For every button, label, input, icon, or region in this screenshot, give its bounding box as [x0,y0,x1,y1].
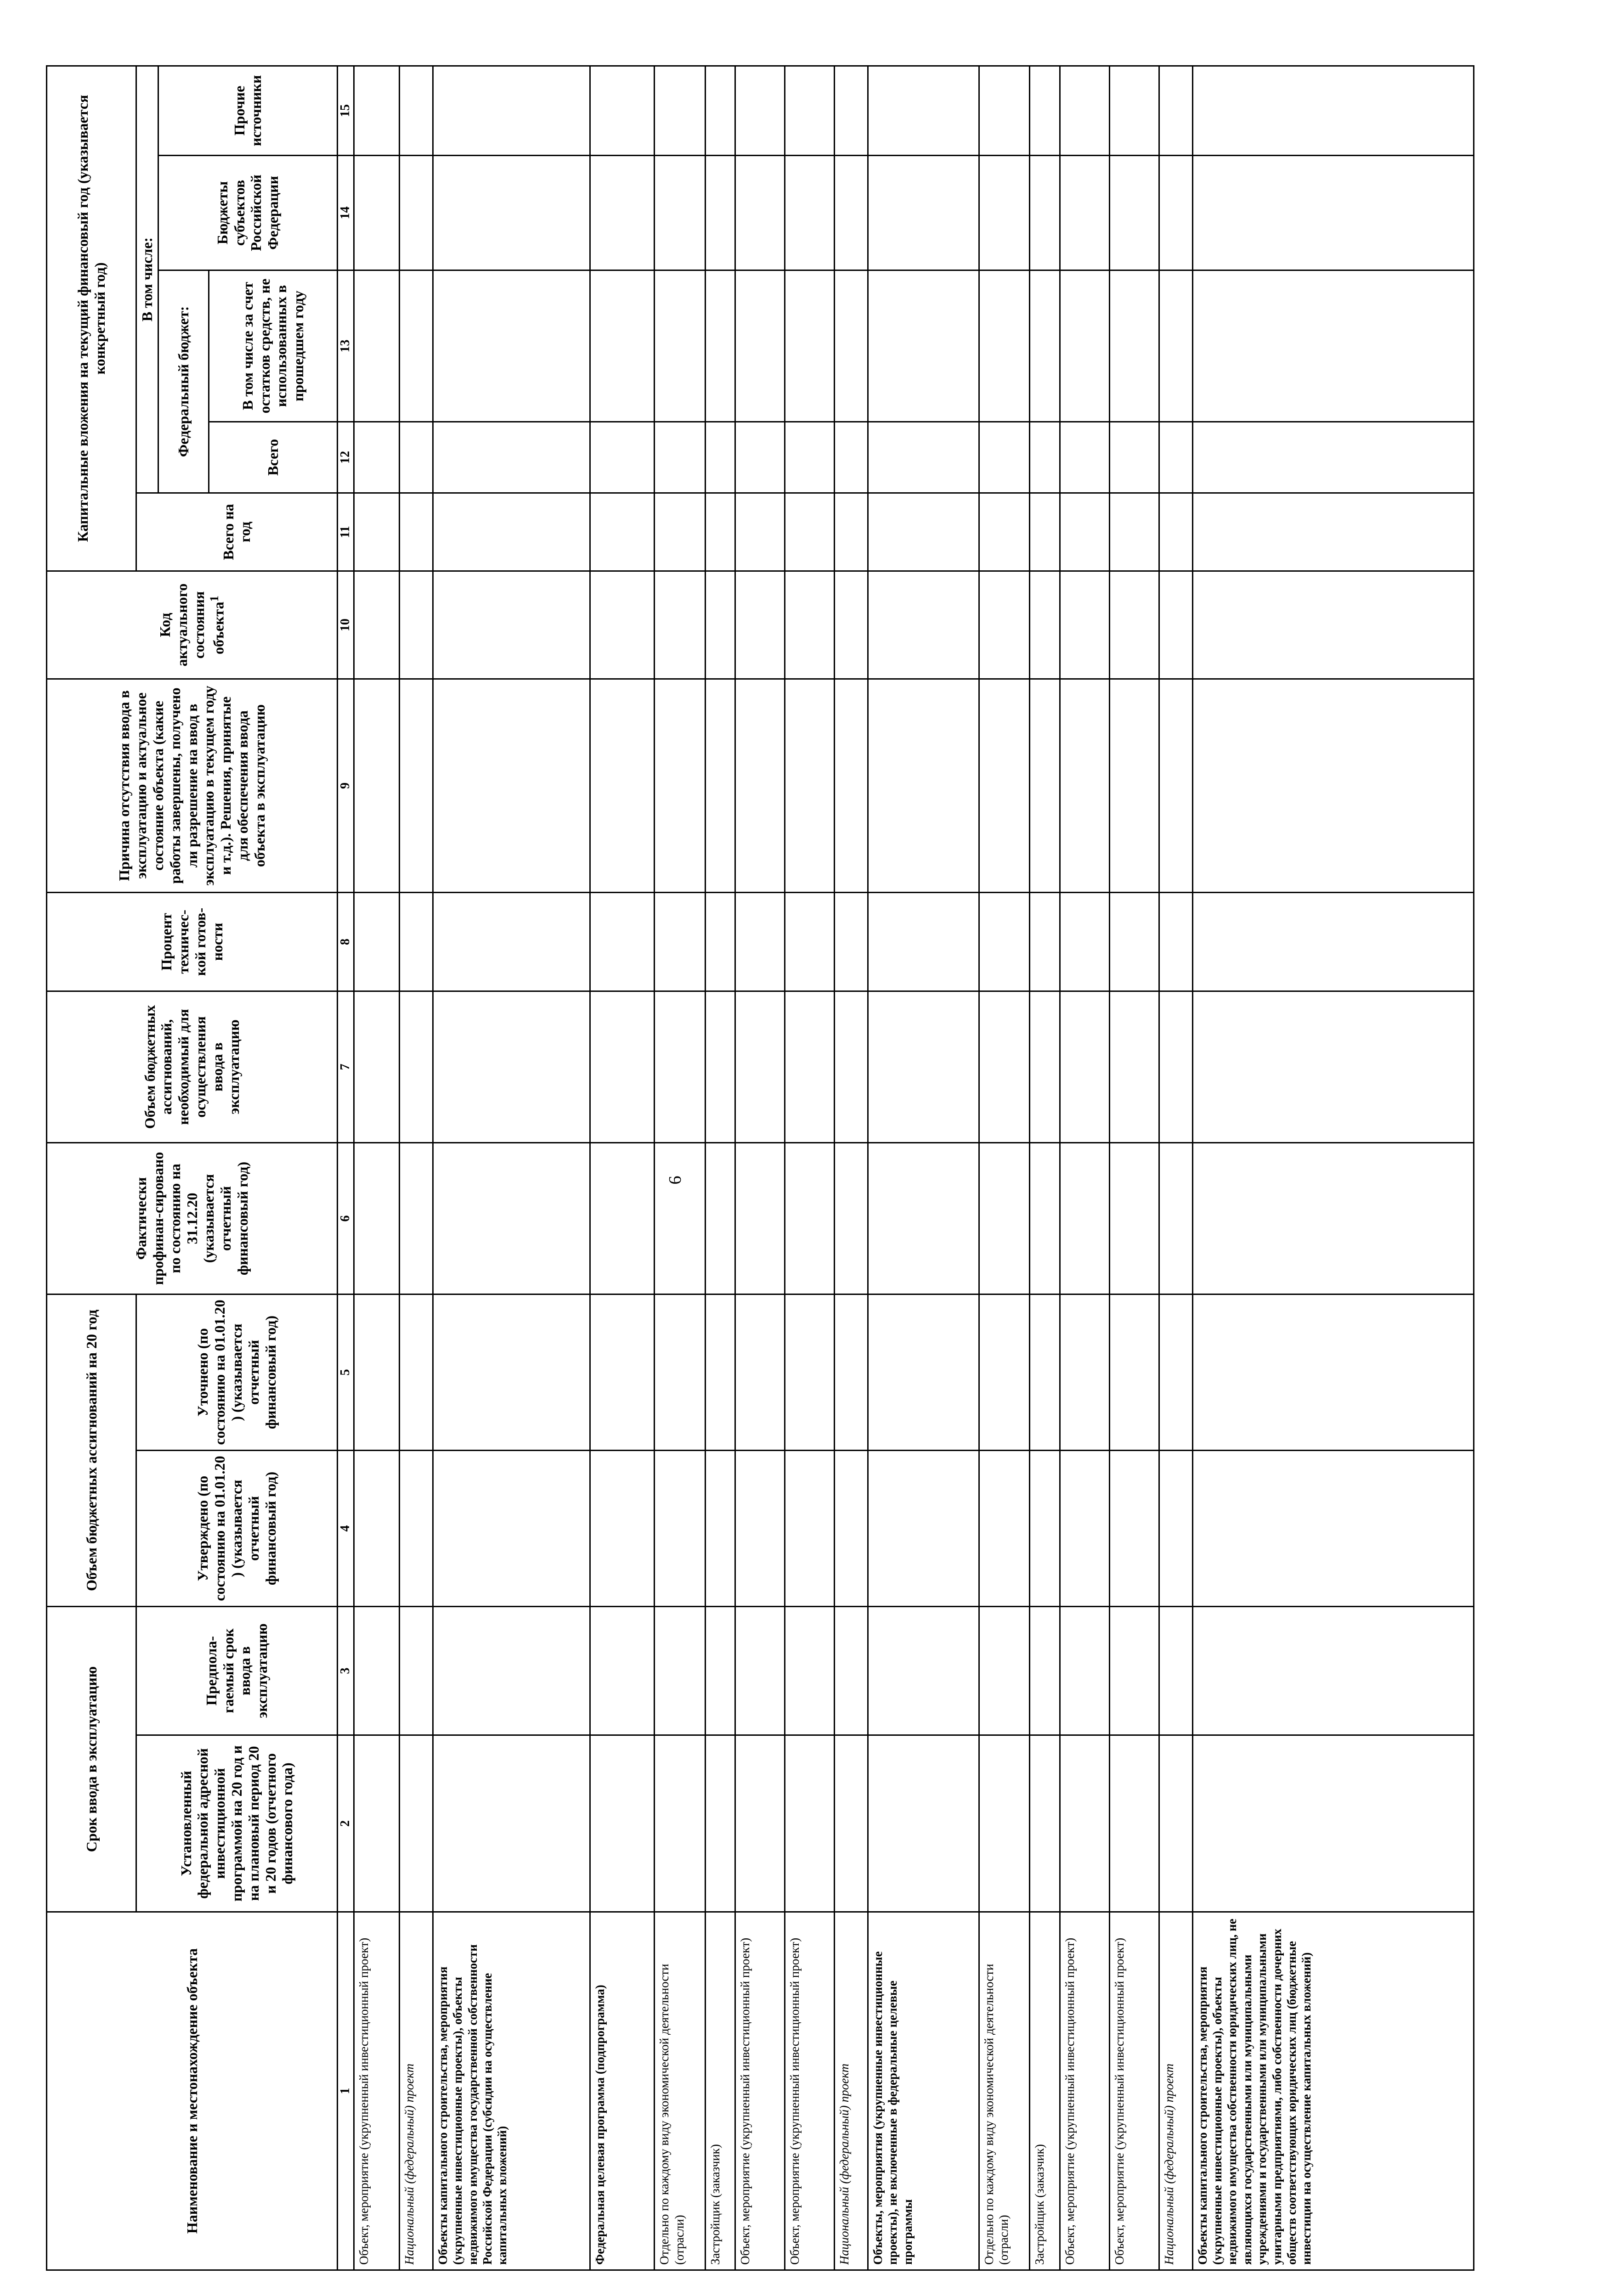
table-cell [354,155,399,270]
table-cell [1030,1606,1060,1735]
table-cell [735,493,785,571]
table-cell [705,679,735,892]
table-cell [1159,422,1192,493]
table-cell [735,571,785,679]
column-number: 10 [337,571,354,679]
table-cell [705,270,735,422]
table-cell [590,679,655,892]
table-cell [590,66,655,155]
table-cell [433,270,590,422]
table-cell [655,679,705,892]
table-cell [1192,422,1474,493]
table-cell [655,1142,705,1294]
table-cell [1192,1142,1474,1294]
table-cell [433,1735,590,1912]
row-label: Застройщик (заказчик) [1030,1912,1060,2270]
table-cell [590,1294,655,1450]
header-including: В том числе: [136,66,158,493]
header-federal-group: Федеральный бюджет: [158,270,209,493]
header-name: Наименование и местонахождение объекта [47,1912,338,2270]
table-cell [399,493,433,571]
table-cell [1192,1606,1474,1735]
table-cell [433,1606,590,1735]
table-cell [1159,571,1192,679]
row-label: Объекты капитального строительства, мероприятия (укрупненные инвестиционные проекты), объекты недвижимого имущества государственной собственности Российской Федерации (субсидии на осуществление капитальных вложений) [433,1912,590,2270]
table-cell [1109,1142,1159,1294]
table-cell [868,1735,979,1912]
table-cell [705,1735,735,1912]
table-cell [1159,1142,1192,1294]
header-budget-refined: Уточнено (по состоянию на 01.01.20 ) (указывается отчетный финансовый год) [136,1294,338,1450]
header-required-volume: Объем бюджетных ассигнований, необходимый для осуществления ввода в эксплуатацию [47,991,338,1142]
table-cell [655,571,705,679]
table-cell [1109,155,1159,270]
table-cell [979,679,1029,892]
table-cell [1159,1606,1192,1735]
table-cell [868,679,979,892]
table-cell [399,1450,433,1606]
table-cell [399,1142,433,1294]
header-regional: Бюджеты субъектов Российской Федерации [158,155,337,270]
column-number: 12 [337,422,354,493]
footnote-marker: 1 [207,596,221,602]
table-cell [354,892,399,991]
table-cell [835,679,868,892]
table-cell [1060,1606,1110,1735]
row-label: Объект, мероприятие (укрупненный инвестиционный проект) [1060,1912,1110,2270]
table-cell [1060,1142,1110,1294]
row-label: Объекты, мероприятия (укрупненные инвестиционные проекты), не включенные в федеральные целевые программы [868,1912,979,2270]
table-cell [835,66,868,155]
table-cell [735,1294,785,1450]
row-label: Объект, мероприятие (укрупненный инвестиционный проект) [785,1912,835,2270]
table-cell [1060,991,1110,1142]
column-number: 7 [337,991,354,1142]
table-cell [1030,66,1060,155]
header-federal-total: Всего [209,422,337,493]
table-cell [590,1142,655,1294]
table-cell [735,66,785,155]
column-number: 3 [337,1606,354,1735]
table-body [354,66,1474,2270]
table-cell [735,422,785,493]
table-cell [1192,66,1474,155]
table-cell [1060,1294,1110,1450]
table-cell [433,679,590,892]
table-cell [1060,155,1110,270]
table-cell [399,1735,433,1912]
table-cell [1109,270,1159,422]
table-cell [399,571,433,679]
table-cell [735,991,785,1142]
table-cell [835,892,868,991]
table-cell [433,422,590,493]
table-cell [735,1606,785,1735]
table-cell [835,1450,868,1606]
table-row [1030,66,1060,2270]
table-cell [433,991,590,1142]
row-label: Федеральная целевая программа (подпрограмма) [590,1912,655,2270]
table-cell [590,422,655,493]
table-cell [1060,1735,1110,1912]
table-cell [735,1142,785,1294]
table-cell [979,422,1029,493]
table-cell [735,892,785,991]
table-cell [590,155,655,270]
table-cell [354,66,399,155]
table-cell [979,991,1029,1142]
table-cell [655,155,705,270]
row-label: Национальный (федеральный) проект [835,1912,868,2270]
table-row [1192,66,1474,2270]
table-cell [1192,270,1474,422]
table-cell [1159,991,1192,1142]
table-cell [1030,155,1060,270]
table-cell [399,1606,433,1735]
table-cell [785,1735,835,1912]
table-cell [1192,679,1474,892]
header-commission-group: Срок ввода в эксплуатацию [47,1606,136,1912]
header-status-code [47,571,338,679]
table-cell [354,991,399,1142]
column-number: 1 [337,1912,354,2270]
row-label: Национальный (федеральный) проект [399,1912,433,2270]
table-cell [655,1450,705,1606]
table-cell [1109,1294,1159,1450]
table-cell [433,493,590,571]
table-cell [785,991,835,1142]
table-cell [705,571,735,679]
table-cell [835,1142,868,1294]
table-cell [868,991,979,1142]
table-cell [1109,66,1159,155]
table-cell [735,679,785,892]
row-label: Национальный (федеральный) проект [1159,1912,1192,2270]
table-cell [1030,1735,1060,1912]
column-number: 5 [337,1294,354,1450]
table-row [655,66,705,2270]
row-label: Отдельно по каждому виду экономической деятельности (отрасли) [655,1912,705,2270]
header-capital-total: Всего на год [136,493,338,571]
table-cell [1159,1294,1192,1450]
table-cell [1030,270,1060,422]
table-cell [785,155,835,270]
table-cell [1159,1450,1192,1606]
header-commission-expected: Предпола-гаемый срок ввода в эксплуатацию [136,1606,338,1735]
table-cell [399,422,433,493]
table-cell [868,270,979,422]
table-cell [735,155,785,270]
column-number: 4 [337,1450,354,1606]
column-number: 8 [337,892,354,991]
table-cell [868,892,979,991]
table-row [705,66,735,2270]
table-cell [399,991,433,1142]
table-cell [785,1606,835,1735]
table-cell [1030,679,1060,892]
header-budget-group: Объем бюджетных ассигнований на 20 год [47,1294,136,1606]
table-cell [1159,892,1192,991]
column-number: 11 [337,493,354,571]
table-cell [785,1142,835,1294]
header-federal-unused: В том числе за счет остатков средств, не использованных в прошедшем году [209,270,337,422]
table-cell [1192,1735,1474,1912]
table-cell [590,1450,655,1606]
table-cell [868,66,979,155]
table-cell [785,892,835,991]
table-cell [1109,571,1159,679]
table-cell [868,155,979,270]
table-cell [705,1294,735,1450]
table-row [835,66,868,2270]
table-cell [655,270,705,422]
table-cell [354,679,399,892]
table-cell [1109,1450,1159,1606]
table-cell [354,1142,399,1294]
row-label: Объекты капитального строительства, мероприятия (укрупненные инвестиционные проекты), объекты недвижимого имущества собственности юридических лиц, не являющихся государственными или муниципальными учреждениями и государственными или муниципальными унитарными предприятиями, либо собственности дочерних обществ соответствующих юридических лиц (бюджетные инвестиции на осуществление капитальных вложений) [1192,1912,1474,2270]
table-cell [399,1294,433,1450]
row-label: Застройщик (заказчик) [705,1912,735,2270]
table-cell [590,1606,655,1735]
table-cell [1192,1294,1474,1450]
table-cell [979,66,1029,155]
table-cell [705,155,735,270]
table-cell [979,155,1029,270]
header-reason: Причина отсутствия ввода в эксплуатацию и актуальное состояние объекта (какие работы завершены, получено ли разрешение на ввод в эксплуатацию в текущем году и т.д.). Решения, принятые для обеспечения ввода объекта в эксплуатацию [47,679,338,892]
table-cell [655,493,705,571]
column-numbers-row [337,66,354,2270]
table-cell [1060,679,1110,892]
table-cell [433,1450,590,1606]
table-cell [835,422,868,493]
table-cell [835,1606,868,1735]
table-cell [1030,493,1060,571]
table-cell [655,66,705,155]
table-cell [1192,571,1474,679]
page-number: 6 [666,1176,685,1185]
table-cell [868,1450,979,1606]
table-row [1159,66,1192,2270]
table-row [979,66,1029,2270]
table-cell [1109,1735,1159,1912]
rotated-table-area [46,67,1474,2271]
table-cell [590,493,655,571]
table-cell [1192,1450,1474,1606]
table-cell [835,991,868,1142]
table-cell [979,1450,1029,1606]
table-cell [399,66,433,155]
table-cell [705,1450,735,1606]
table-cell [1109,892,1159,991]
table-cell [868,493,979,571]
table-cell [354,1450,399,1606]
row-label: Объект, мероприятие (укрупненный инвестиционный проект) [354,1912,399,2270]
table-cell [655,991,705,1142]
table-cell [354,1735,399,1912]
table-cell [868,1294,979,1450]
table-cell [835,155,868,270]
table-cell [705,493,735,571]
table-cell [868,1142,979,1294]
table-cell [433,66,590,155]
table-cell [1109,493,1159,571]
table-cell [433,1294,590,1450]
table-cell [1109,991,1159,1142]
table-cell [1159,270,1192,422]
table-row [1060,66,1110,2270]
table-row [590,66,655,2270]
table-cell [590,991,655,1142]
table-cell [1192,155,1474,270]
capital-investment-table [46,65,1474,2271]
table-cell [655,1735,705,1912]
column-number: 2 [337,1735,354,1912]
table-cell [354,1294,399,1450]
table-cell [354,422,399,493]
table-cell [1159,66,1192,155]
table-cell [705,66,735,155]
table-cell [705,1142,735,1294]
table-cell [1192,991,1474,1142]
table-cell [979,1142,1029,1294]
table-cell [1030,991,1060,1142]
column-number: 6 [337,1142,354,1294]
header-other: Прочие источники [158,66,337,155]
header-actual-financed: Фактически профинан-сировано по состоянию на 31.12.20 (указывается отчетный финансовый год) [47,1142,338,1294]
table-row [785,66,835,2270]
table-row [399,66,433,2270]
table-cell [1030,1294,1060,1450]
table-cell [1060,270,1110,422]
table-cell [1159,493,1192,571]
row-label: Объект, мероприятие (укрупненный инвестиционный проект) [735,1912,785,2270]
table-cell [1060,66,1110,155]
table-cell [590,571,655,679]
table-cell [590,1735,655,1912]
table-cell [785,493,835,571]
table-cell [785,270,835,422]
table-row [868,66,979,2270]
table-cell [979,571,1029,679]
table-cell [979,1294,1029,1450]
column-number: 15 [337,66,354,155]
table-cell [1192,892,1474,991]
table-cell [705,422,735,493]
table-cell [433,571,590,679]
table-cell [1109,679,1159,892]
table-cell [399,155,433,270]
table-cell [785,1450,835,1606]
row-label: Отдельно по каждому виду экономической деятельности (отрасли) [979,1912,1029,2270]
table-cell [433,892,590,991]
table-cell [1030,571,1060,679]
table-cell [705,991,735,1142]
table-cell [868,1606,979,1735]
table-cell [1109,422,1159,493]
table-cell [979,493,1029,571]
header-budget-approved: Утверждено (по состоянию на 01.01.20 ) (указывается отчетный финансовый год) [136,1450,338,1606]
column-number: 14 [337,155,354,270]
table-cell [399,892,433,991]
table-cell [399,270,433,422]
row-label: Объект, мероприятие (укрупненный инвестиционный проект) [1109,1912,1159,2270]
table-cell [1060,1450,1110,1606]
table-cell [835,1294,868,1450]
table-cell [979,1735,1029,1912]
table-cell [655,892,705,991]
table-cell [705,1606,735,1735]
table-row [735,66,785,2270]
table-cell [433,1142,590,1294]
table-cell [1030,1142,1060,1294]
table-cell [1060,422,1110,493]
table-cell [1030,892,1060,991]
table-cell [655,422,705,493]
header-capital-group: Капитальные вложения на текущий финансовый год (указывается конкретный год) [47,66,136,571]
table-cell [399,679,433,892]
table-row [354,66,399,2270]
table-cell [1060,571,1110,679]
table-cell [433,155,590,270]
table-cell [354,270,399,422]
table-cell [1030,1450,1060,1606]
header-commission-established: Установленный федеральной адресной инвестиционной программой на 20 год и на плановый период 20 и 20 годов (отчетного финансового года) [136,1735,338,1912]
table-cell [979,270,1029,422]
table-cell [1060,493,1110,571]
table-cell [868,571,979,679]
table-cell [1159,679,1192,892]
table-row [1109,66,1159,2270]
table-cell [868,422,979,493]
table-cell [835,270,868,422]
header-tech-readiness: Процент техничес-кой готов-ности [47,892,338,991]
table-cell [1109,1606,1159,1735]
table-cell [785,571,835,679]
table-cell [785,1294,835,1450]
table-cell [835,1735,868,1912]
table-cell [735,1450,785,1606]
status-code-label: Код актуального состояния объекта [156,583,227,667]
table-cell [835,571,868,679]
table-cell [1159,1735,1192,1912]
table-cell [1159,155,1192,270]
table-cell [785,679,835,892]
table-row [433,66,590,2270]
table-cell [1060,892,1110,991]
table-cell [979,892,1029,991]
table-cell [705,892,735,991]
table-cell [655,1606,705,1735]
table-cell [785,422,835,493]
table-cell [655,1294,705,1450]
table-cell [590,270,655,422]
table-cell [735,270,785,422]
table-cell [785,66,835,155]
column-number: 9 [337,679,354,892]
table-cell [354,1606,399,1735]
table-cell [1030,422,1060,493]
table-cell [354,571,399,679]
column-number: 13 [337,270,354,422]
table-cell [354,493,399,571]
table-cell [590,892,655,991]
table-cell [1192,493,1474,571]
table-cell [835,493,868,571]
table-cell [979,1606,1029,1735]
table-cell [735,1735,785,1912]
